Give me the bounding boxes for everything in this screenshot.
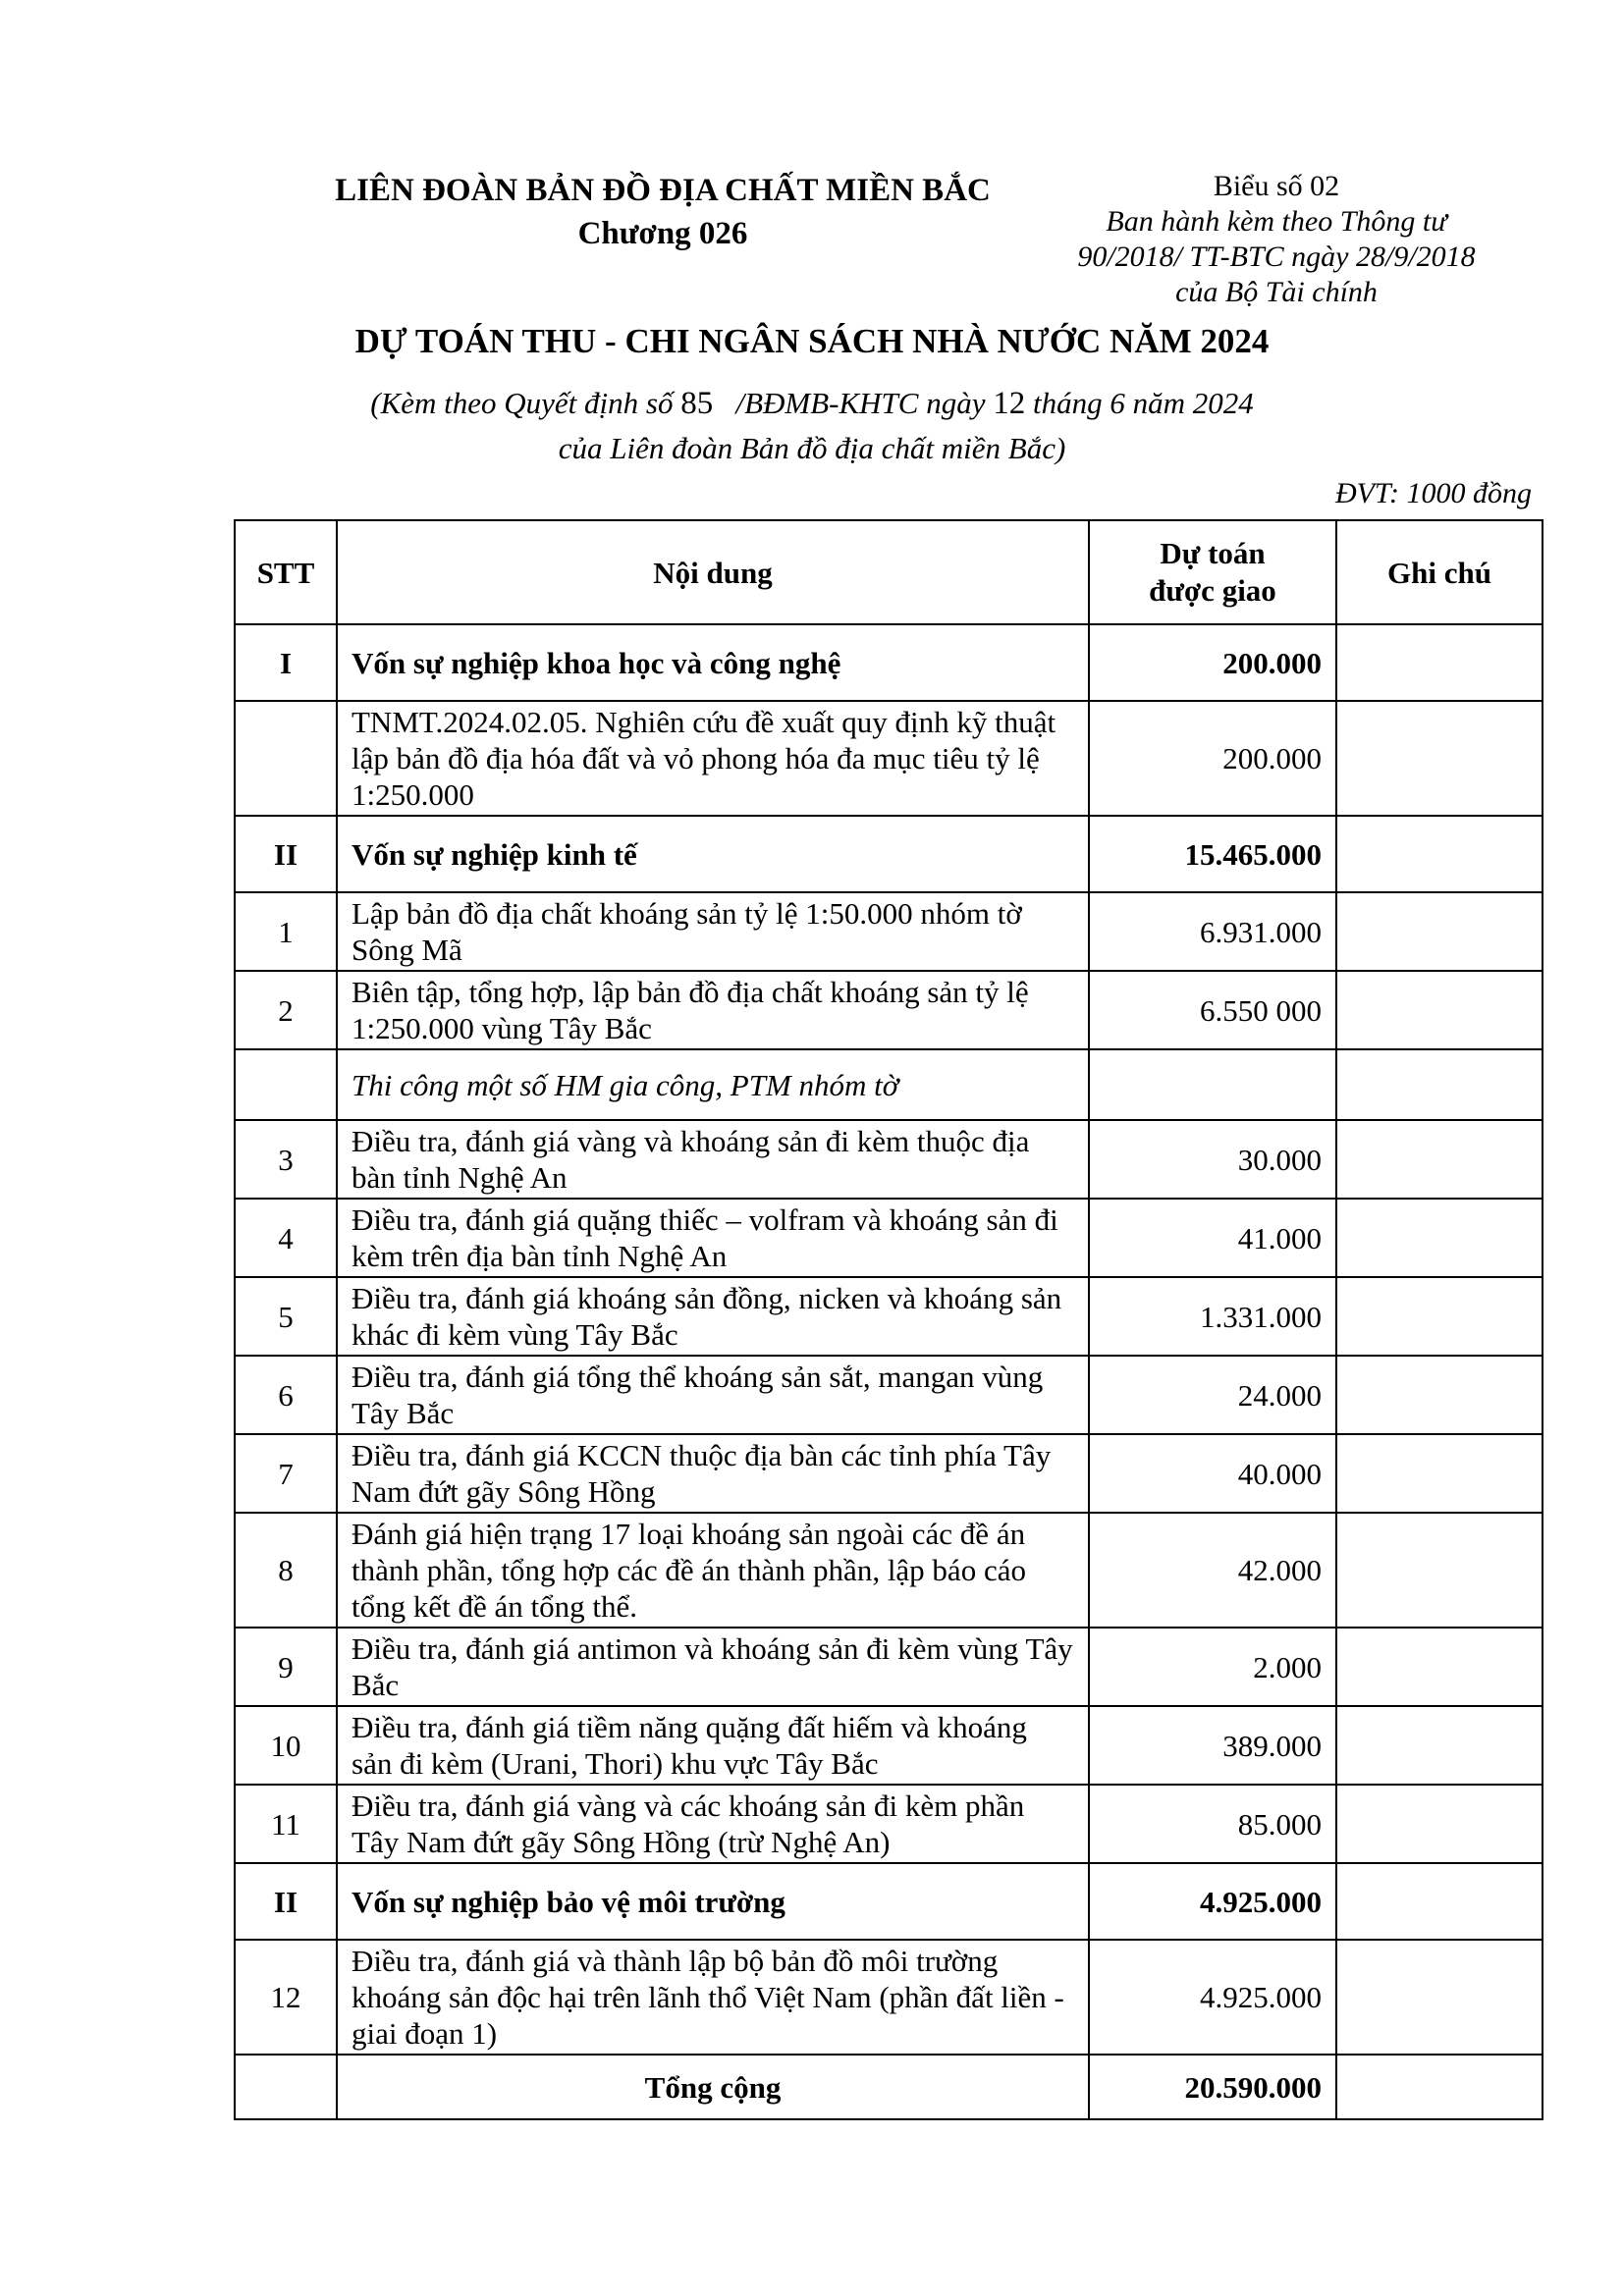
cell-stt: 4 [235,1199,337,1277]
cell-stt: 7 [235,1434,337,1513]
table-row [235,701,1543,816]
cell-amount: 15.465.000 [1089,816,1336,892]
cell-content: Điều tra, đánh giá vàng và khoáng sản đi kèm thuộc địa bàn tỉnh Nghệ An [337,1120,1089,1199]
table-header-row [235,520,1543,624]
table-row [235,1513,1543,1628]
subtitle-code: /BĐMB-KHTC ngày [735,386,986,420]
org-name: LIÊN ĐOÀN BẢN ĐỒ ĐỊA CHẤT MIỀN BẮC [335,173,991,208]
cell-stt: 2 [235,971,337,1049]
cell-content: Vốn sự nghiệp kinh tế [337,816,1089,892]
cell-amount: 85.000 [1089,1785,1336,1863]
table-row [235,1706,1543,1785]
total-stt [235,2055,337,2119]
document-subtitle [0,381,1624,470]
cell-note [1336,1940,1543,2055]
cell-stt: II [235,1863,337,1940]
cell-content: Điều tra, đánh giá khoáng sản đồng, nicken và khoáng sản khác đi kèm vùng Tây Bắc [337,1277,1089,1356]
cell-stt: I [235,624,337,701]
header-content: Nội dung [337,520,1089,624]
cell-stt: 6 [235,1356,337,1434]
cell-amount: 200.000 [1089,624,1336,701]
cell-note [1336,1434,1543,1513]
cell-stt: 5 [235,1277,337,1356]
cell-amount: 24.000 [1089,1356,1336,1434]
cell-stt [235,1049,337,1120]
cell-amount: 200.000 [1089,701,1336,816]
cell-note [1336,816,1543,892]
cell-content: Biên tập, tổng hợp, lập bản đồ địa chất khoáng sản tỷ lệ 1:250.000 vùng Tây Bắc [337,971,1089,1049]
cell-content: Thi công một số HM gia công, PTM nhóm tờ [337,1049,1089,1120]
form-line-1: Ban hành kèm theo Thông tư [1106,205,1447,238]
cell-note [1336,1049,1543,1120]
cell-amount: 30.000 [1089,1120,1336,1199]
total-label: Tổng cộng [337,2055,1089,2119]
cell-stt: II [235,816,337,892]
cell-amount: 41.000 [1089,1199,1336,1277]
table-row [235,624,1543,701]
table-row [235,1863,1543,1940]
cell-amount: 6.550 000 [1089,971,1336,1049]
cell-stt: 1 [235,892,337,971]
cell-note [1336,1785,1543,1863]
cell-content: Điều tra, đánh giá quặng thiếc – volfram và khoáng sản đi kèm trên địa bàn tỉnh Nghệ An [337,1199,1089,1277]
cell-content: Điều tra, đánh giá tiềm năng quặng đất hiếm và khoáng sản đi kèm (Urani, Thori) khu vực Tây Bắc [337,1706,1089,1785]
cell-note [1336,1863,1543,1940]
cell-content: Điều tra, đánh giá antimon và khoáng sản đi kèm vùng Tây Bắc [337,1628,1089,1706]
table-row [235,1434,1543,1513]
cell-stt: 10 [235,1706,337,1785]
cell-note [1336,1628,1543,1706]
table-body [235,624,1543,2119]
cell-amount [1089,1049,1336,1120]
cell-content: Đánh giá hiện trạng 17 loại khoáng sản ngoài các đề án thành phần, tổng hợp các đề án thành phần, lập báo cáo tổng kết đề án tổng thể. [337,1513,1089,1628]
cell-amount: 4.925.000 [1089,1940,1336,2055]
cell-amount: 40.000 [1089,1434,1336,1513]
cell-content: Lập bản đồ địa chất khoáng sản tỷ lệ 1:50.000 nhóm tờ Sông Mã [337,892,1089,971]
header-left [226,169,1100,255]
total-amount: 20.590.000 [1089,2055,1336,2119]
cell-stt: 12 [235,1940,337,2055]
table-row [235,1120,1543,1199]
cell-amount: 2.000 [1089,1628,1336,1706]
table-row [235,1628,1543,1706]
cell-content: Điều tra, đánh giá KCCN thuộc địa bàn các tỉnh phía Tây Nam đứt gãy Sông Hồng [337,1434,1089,1513]
cell-content: Vốn sự nghiệp khoa học và công nghệ [337,624,1089,701]
table-row [235,1785,1543,1863]
cell-stt [235,701,337,816]
cell-note [1336,1706,1543,1785]
header-stt: STT [235,520,337,624]
cell-note [1336,1356,1543,1434]
form-number: Biểu số 02 [1213,170,1340,202]
subtitle-line-2: của Liên đoàn Bản đồ địa chất miền Bắc) [558,431,1066,465]
table-row [235,1940,1543,2055]
table-row [235,1356,1543,1434]
cell-stt: 9 [235,1628,337,1706]
header-amount-l1: Dự toán [1160,536,1266,570]
document-title: DỰ TOÁN THU - CHI NGÂN SÁCH NHÀ NƯỚC NĂM 2024 [354,322,1270,360]
cell-note [1336,892,1543,971]
subtitle-prefix: (Kèm theo Quyết định số [370,386,674,420]
table-row [235,1049,1543,1120]
cell-amount: 389.000 [1089,1706,1336,1785]
table-row [235,1277,1543,1356]
cell-amount: 4.925.000 [1089,1863,1336,1940]
cell-stt: 8 [235,1513,337,1628]
cell-note [1336,1120,1543,1199]
table-row [235,816,1543,892]
cell-note [1336,1199,1543,1277]
cell-amount: 1.331.000 [1089,1277,1336,1356]
cell-stt: 11 [235,1785,337,1863]
form-line-2: 90/2018/ TT-BTC ngày 28/9/2018 [1077,240,1476,273]
cell-note [1336,1277,1543,1356]
cell-amount: 6.931.000 [1089,892,1336,971]
cell-content: TNMT.2024.02.05. Nghiên cứu đề xuất quy định kỹ thuật lập bản đồ địa hóa đất và vỏ phong hóa đa mục tiêu tỷ lệ 1:250.000 [337,701,1089,816]
cell-content: Vốn sự nghiệp bảo vệ môi trường [337,1863,1089,1940]
cell-note [1336,971,1543,1049]
budget-table [234,519,1543,2120]
subtitle-rest: tháng 6 năm 2024 [1032,386,1254,420]
unit-label: ĐVT: 1000 đồng [1334,477,1532,509]
cell-content: Điều tra, đánh giá tổng thể khoáng sản sắt, mangan vùng Tây Bắc [337,1356,1089,1434]
table-row [235,971,1543,1049]
decision-day: 12 [993,386,1026,421]
cell-note [1336,624,1543,701]
cell-amount: 42.000 [1089,1513,1336,1628]
header-amount-l2: được giao [1149,573,1276,608]
decision-number: 85 [680,386,714,421]
header-right [1041,169,1512,310]
header-amount [1089,520,1336,624]
table-row [235,892,1543,971]
chapter: Chương 026 [577,216,748,251]
total-note [1336,2055,1543,2119]
table-row [235,1199,1543,1277]
form-line-3: của Bộ Tài chính [1175,276,1378,308]
cell-stt: 3 [235,1120,337,1199]
header-note: Ghi chú [1336,520,1543,624]
total-row [235,2055,1543,2119]
cell-content: Điều tra, đánh giá vàng và các khoáng sản đi kèm phần Tây Nam đứt gãy Sông Hồng (trừ Nghệ An) [337,1785,1089,1863]
cell-note [1336,701,1543,816]
cell-content: Điều tra, đánh giá và thành lập bộ bản đồ môi trường khoáng sản độc hại trên lãnh thổ Việt Nam (phần đất liền - giai đoạn 1) [337,1940,1089,2055]
cell-note [1336,1513,1543,1628]
